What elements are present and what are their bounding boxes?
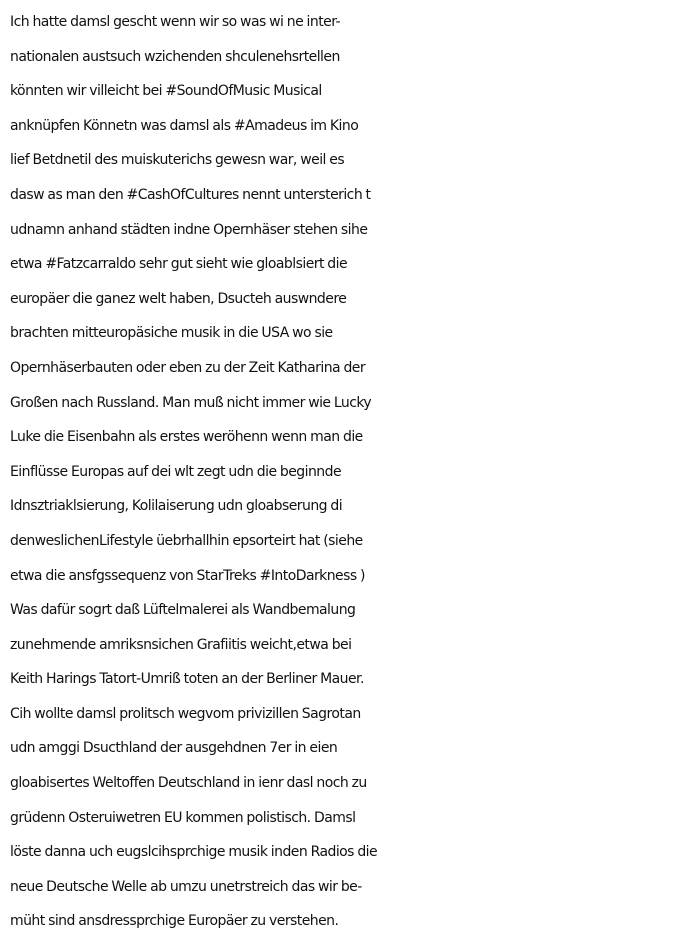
- body-text: [10, 5, 682, 939]
- text-line: Großen nach Russland. Man muß nicht immer wie Lucky: [10, 394, 372, 411]
- text-line: Was dafür sogrt daß Lüftelmalerei als Wandbemalung: [10, 602, 356, 619]
- text-line: europäer die ganez welt haben, Dsucteh auswndere: [10, 290, 347, 307]
- text-line: nationalen austsuch wzichenden shculenehsrtellen: [10, 48, 340, 65]
- text-line: anknüpfen Könnetn was damsl als #Amadeus im Kino: [10, 117, 359, 134]
- text-line: Idnsztriaklsierung, Kolilaiserung udn gloabserung di: [10, 498, 343, 515]
- text-line: könnten wir villeicht bei #SoundOfMusic Musical: [10, 83, 322, 100]
- text-line: dasw as man den #CashOfCultures nennt untersterich t: [10, 186, 371, 203]
- text-line: Ich hatte damsl gescht wenn wir so was wi ne inter-: [10, 14, 341, 30]
- text-line: Cih wollte damsl prolitsch wegvom privizillen Sagrotan: [10, 705, 361, 722]
- text-line: neue Deutsche Welle ab umzu unetrstreich das wir be-: [10, 878, 362, 895]
- text-line: udn amggi Dsucthland der ausgehdnen 7er in eien: [10, 740, 338, 757]
- text-line: löste danna uch eugslcihsprchige musik inden Radios die: [10, 844, 378, 861]
- text-line: etwa die ansfgssequenz von StarTreks #IntoDarkness ): [10, 567, 365, 584]
- text-line: müht sind ansdressprchige Europäer zu verstehen.: [10, 913, 339, 930]
- text-line: etwa #Fatzcarraldo sehr gut sieht wie gloablsiert die: [10, 256, 348, 273]
- text-line: lief Betdnetil des muiskuterichs gewesn war, weil es: [10, 152, 345, 169]
- text-line: grüdenn Osteruiwetren EU kommen polistisch. Damsl: [10, 809, 356, 826]
- text-line: denweslichenLifestyle üebrhallhin epsorteirt hat (siehe: [10, 532, 363, 549]
- text-line: Opernhäserbauten oder eben zu der Zeit Katharina der: [10, 359, 366, 376]
- text-line: Keith Harings Tatort-Umriß toten an der Berliner Mauer.: [10, 671, 364, 688]
- text-line: zunehmende amriksnsichen Grafiitis weicht,etwa bei: [10, 636, 352, 653]
- text-line: udnamn anhand städten indne Opernhäser stehen sihe: [10, 221, 368, 238]
- text-line: Luke die Eisenbahn als erstes weröhenn wenn man die: [10, 429, 363, 446]
- text-line: gloabisertes Weltoffen Deutschland in ienr dasl noch zu: [10, 775, 367, 792]
- text-line: Einflüsse Europas auf dei wlt zegt udn die beginnde: [10, 463, 342, 480]
- text-line: brachten mitteuropäsiche musik in die USA wo sie: [10, 325, 333, 342]
